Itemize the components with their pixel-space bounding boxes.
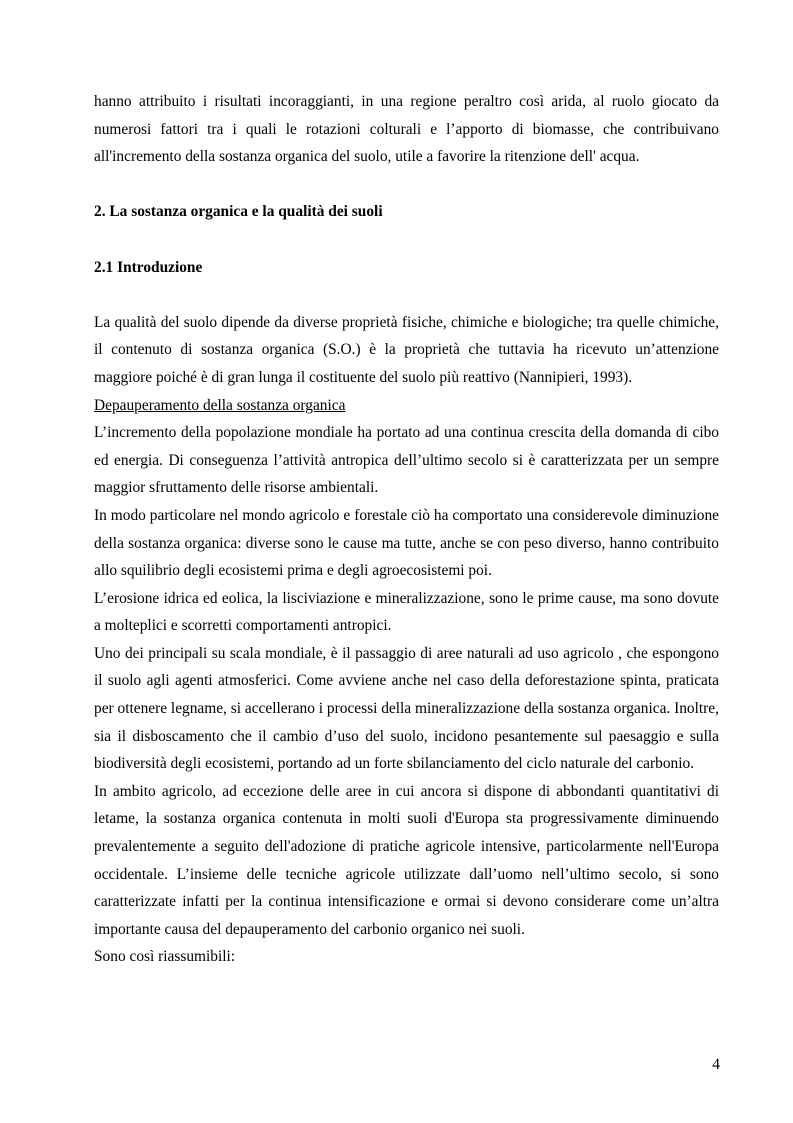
spacer <box>94 171 719 199</box>
paragraph-summary-lead: Sono così riassumibili: <box>94 948 236 966</box>
underlined-subheading: Depauperamento della sostanza organica <box>94 396 346 414</box>
spacer <box>94 226 719 254</box>
paragraph-land-use: Uno dei principali su scala mondiale, è il passaggio di aree naturali ad uso agricolo , che espongono il suolo agli agenti atmosferici. Come avviene anche nel caso della deforestazione spinta, praticata per ottenere legname, si accellerano i processi della mineralizzazione della sostanza organica. Inoltre, sia il disboscamento che il cambio d’uso del suolo, incidono pesantemente sul paesaggio e sulla biodiversità degli ecosistemi, portando ad un forte sbilanciamento del ciclo naturale del carbonio. <box>94 644 719 773</box>
paragraph-intensive-farming: In ambito agricolo, ad eccezione delle aree in cui ancora si dispone di abbondanti quantitativi di letame, la sostanza organica contenuta in molti suoli d'Europa sta progressivamente diminuendo prevalentemente a seguito dell'adozione di pratiche agricole intensive, particolarmente nell'Europa occidentale. L’insieme delle tecniche agricole utilizzate dall’uomo nell’ultimo secolo, si sono caratterizzate infatti per la continua intensificazione e ormai si devono considerare come un’altra importante causa del depauperamento del carbonio organico nei suoli. <box>94 782 719 938</box>
page-number: 4 <box>712 1056 720 1073</box>
paragraph-erosion: L’erosione idrica ed eolica, la lisciviazione e mineralizzazione, sono le prime cause, ma sono dovute a molteplici e scorretti comportamenti antropici. <box>94 589 719 635</box>
document-body <box>94 88 719 971</box>
subsection-heading: 2.1 Introduzione <box>94 258 203 276</box>
spacer <box>94 281 719 309</box>
paragraph-population: L’incremento della popolazione mondiale ha portato ad una continua crescita della domanda di cibo ed energia. Di conseguenza l’attività antropica dell’ultimo secolo si è caratterizzata per un sempre maggior sfruttamento delle risorse ambientali. <box>94 424 719 497</box>
paragraph-intro: La qualità del suolo dipende da diverse proprietà fisiche, chimiche e biologiche; tra quelle chimiche, il contenuto di sostanza organica (S.O.) è la proprietà che tuttavia ha ricevuto un’attenzione maggiore poiché è di gran lunga il costituente del suolo più reattivo (Nannipieri, 1993). <box>94 313 719 386</box>
paragraph-agriculture: In modo particolare nel mondo agricolo e forestale ciò ha comportato una considerevole diminuzione della sostanza organica: diverse sono le cause ma tutte, anche se con peso diverso, hanno contribuito allo squilibrio degli ecosistemi prima e degli agroecosistemi poi. <box>94 506 719 580</box>
paragraph-continuation: hanno attribuito i risultati incoraggianti, in una regione peraltro così arida, al ruolo giocato da numerosi fattori tra i quali le rotazioni colturali e l’apporto di biomasse, che contribuivano all'incremento della sostanza organica del suolo, utile a favorire la ritenzione dell' acqua. <box>94 93 719 166</box>
section-heading: 2. La sostanza organica e la qualità dei suoli <box>94 203 383 221</box>
